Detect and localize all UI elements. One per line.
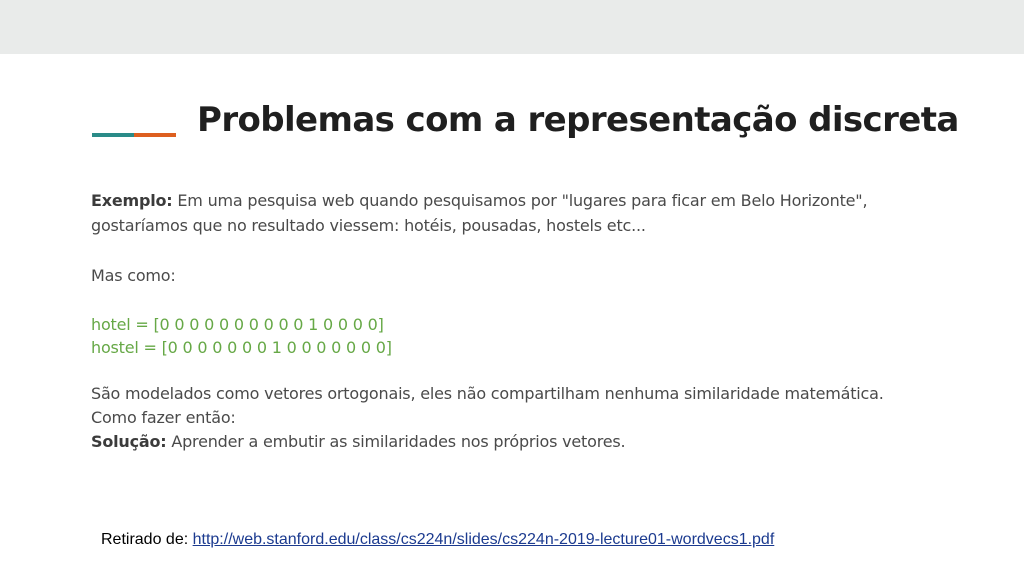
- example-text-2: gostaríamos que no resultado viessem: hotéis, pousadas, hostels etc...: [91, 216, 646, 235]
- mas-como: Mas como:: [91, 266, 176, 285]
- spacer: [91, 359, 931, 381]
- spacer: [91, 288, 931, 313]
- example-text-1: Em uma pesquisa web quando pesquisamos por "lugares para ficar em Belo Horizonte",: [172, 191, 868, 210]
- example-label: Exemplo:: [91, 191, 173, 210]
- source-footer: [101, 531, 774, 549]
- slide-title: Problemas com a representação discreta: [197, 100, 959, 140]
- title-accent-teal: [92, 133, 134, 137]
- como-fazer: Como fazer então:: [91, 408, 236, 427]
- source-label: Retirado de:: [101, 531, 193, 548]
- orthogonal-text: São modelados como vetores ortogonais, eles não compartilham nenhuma similaridade matemática.: [91, 384, 884, 403]
- solution-label: Solução:: [91, 432, 167, 451]
- hostel-vector: hostel = [0 0 0 0 0 0 0 1 0 0 0 0 0 0 0]: [91, 338, 392, 357]
- solution-text: Aprender a embutir as similaridades nos próprios vetores.: [166, 432, 626, 451]
- top-bar: [0, 0, 1024, 54]
- solution-line: [91, 429, 931, 454]
- example-line-1: [91, 188, 931, 213]
- slide-body: [91, 188, 931, 454]
- title-accent-orange: [134, 133, 176, 137]
- source-link[interactable]: http://web.stanford.edu/class/cs224n/slides/cs224n-2019-lecture01-wordvecs1.pdf: [192, 531, 775, 548]
- spacer: [91, 238, 931, 263]
- hotel-vector: hotel = [0 0 0 0 0 0 0 0 0 0 1 0 0 0 0]: [91, 315, 384, 334]
